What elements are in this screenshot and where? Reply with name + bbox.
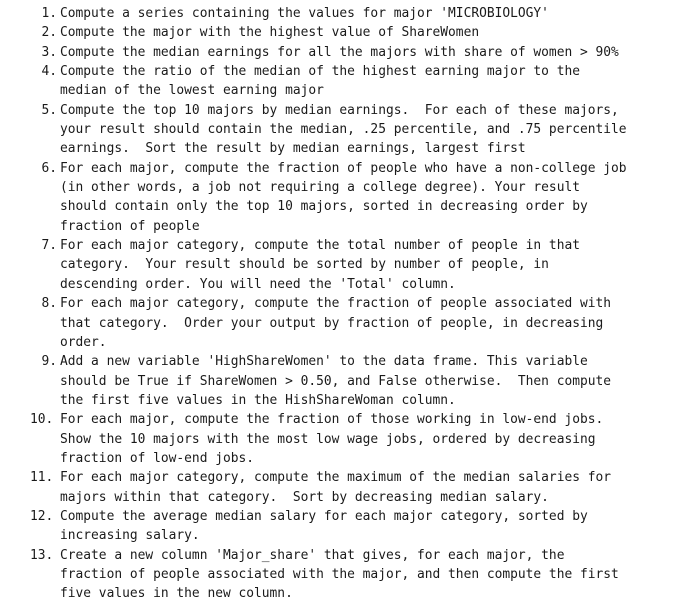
item-number: 1. xyxy=(41,6,57,21)
item-text-line: fraction of people associated with the major, and then compute the first xyxy=(60,566,619,582)
item-text-line: order. xyxy=(60,334,107,350)
item-number: 3. xyxy=(41,44,57,60)
list-item xyxy=(6,507,700,546)
item-text xyxy=(60,352,696,410)
list-item xyxy=(6,468,700,507)
item-number: 8. xyxy=(41,296,57,312)
list-item xyxy=(6,159,700,236)
item-text xyxy=(60,4,696,23)
item-text-line: should be True if ShareWomen > 0.50, and False otherwise. Then compute xyxy=(60,373,612,389)
item-number: 10. xyxy=(30,412,54,428)
list-item xyxy=(6,43,700,62)
item-number: 11. xyxy=(30,470,54,486)
list-item xyxy=(6,410,700,468)
item-number: 5. xyxy=(41,102,57,118)
item-number: 9. xyxy=(41,354,57,370)
list-item xyxy=(6,23,700,42)
item-text-line: Compute a series containing the values for major 'MICROBIOLOGY' xyxy=(60,6,549,21)
item-text-line: For each major category, compute the fraction of people associated with xyxy=(60,296,612,312)
item-text-line: Add a new variable 'HighShareWomen' to the data frame. This variable xyxy=(60,354,588,370)
list-item xyxy=(6,546,700,604)
item-text-line: category. Your result should be sorted by number of people, in xyxy=(60,257,549,273)
item-text xyxy=(60,507,696,546)
item-text-line: majors within that category. Sort by decreasing median salary. xyxy=(60,489,549,505)
item-number: 2. xyxy=(41,25,57,41)
item-text-line: five values in the new column. xyxy=(60,586,293,602)
item-text-line: Compute the median earnings for all the majors with share of women > 90% xyxy=(60,44,619,60)
item-text-line: For each major category, compute the maximum of the median salaries for xyxy=(60,470,612,486)
item-text xyxy=(60,43,696,62)
item-text-line: should contain only the top 10 majors, sorted in decreasing order by xyxy=(60,199,588,215)
item-text-line: that category. Order your output by fraction of people, in decreasing xyxy=(60,315,604,331)
item-number: 12. xyxy=(30,508,54,524)
item-text-line: Compute the average median salary for each major category, sorted by xyxy=(60,508,588,524)
item-text-line: Compute the top 10 majors by median earnings. For each of these majors, xyxy=(60,102,619,118)
item-text-line: median of the lowest earning major xyxy=(60,83,324,99)
list-item xyxy=(6,62,700,101)
item-text xyxy=(60,546,696,604)
item-text xyxy=(60,159,696,236)
item-number: 6. xyxy=(41,160,57,176)
item-text-line: For each major category, compute the total number of people in that xyxy=(60,238,580,254)
item-text xyxy=(60,236,696,294)
item-text-line: (in other words, a job not requiring a college degree). Your result xyxy=(60,180,580,196)
item-text-line: Compute the ratio of the median of the highest earning major to the xyxy=(60,64,580,80)
item-text xyxy=(60,410,696,468)
item-text-line: increasing salary. xyxy=(60,528,200,544)
item-text-line: Create a new column 'Major_share' that gives, for each major, the xyxy=(60,547,565,563)
item-text xyxy=(60,468,696,507)
item-text xyxy=(60,62,696,101)
item-text-line: earnings. Sort the result by median earnings, largest first xyxy=(60,141,526,157)
item-text-line: Compute the major with the highest value of ShareWomen xyxy=(60,25,480,41)
item-text-line: For each major, compute the fraction of those working in low-end jobs. xyxy=(60,412,604,428)
item-number: 7. xyxy=(41,238,57,254)
item-text xyxy=(60,294,696,352)
list-item xyxy=(6,101,700,159)
list-item xyxy=(6,4,700,23)
item-number: 13. xyxy=(30,547,54,563)
list-item xyxy=(6,294,700,352)
item-text-line: fraction of people xyxy=(60,218,200,234)
item-text xyxy=(60,23,696,42)
item-number: 4. xyxy=(41,64,57,80)
item-text-line: fraction of low-end jobs. xyxy=(60,450,255,466)
list-item xyxy=(6,236,700,294)
item-text xyxy=(60,101,696,159)
list-item xyxy=(6,352,700,410)
item-text-line: For each major, compute the fraction of people who have a non-college job xyxy=(60,160,627,176)
item-text-line: your result should contain the median, .25 percentile, and .75 percentile xyxy=(60,122,627,138)
item-text-line: the first five values in the HishShareWoman column. xyxy=(60,392,456,408)
item-text-line: descending order. You will need the 'Total' column. xyxy=(60,276,456,292)
item-text-line: Show the 10 majors with the most low wage jobs, ordered by decreasing xyxy=(60,431,596,447)
